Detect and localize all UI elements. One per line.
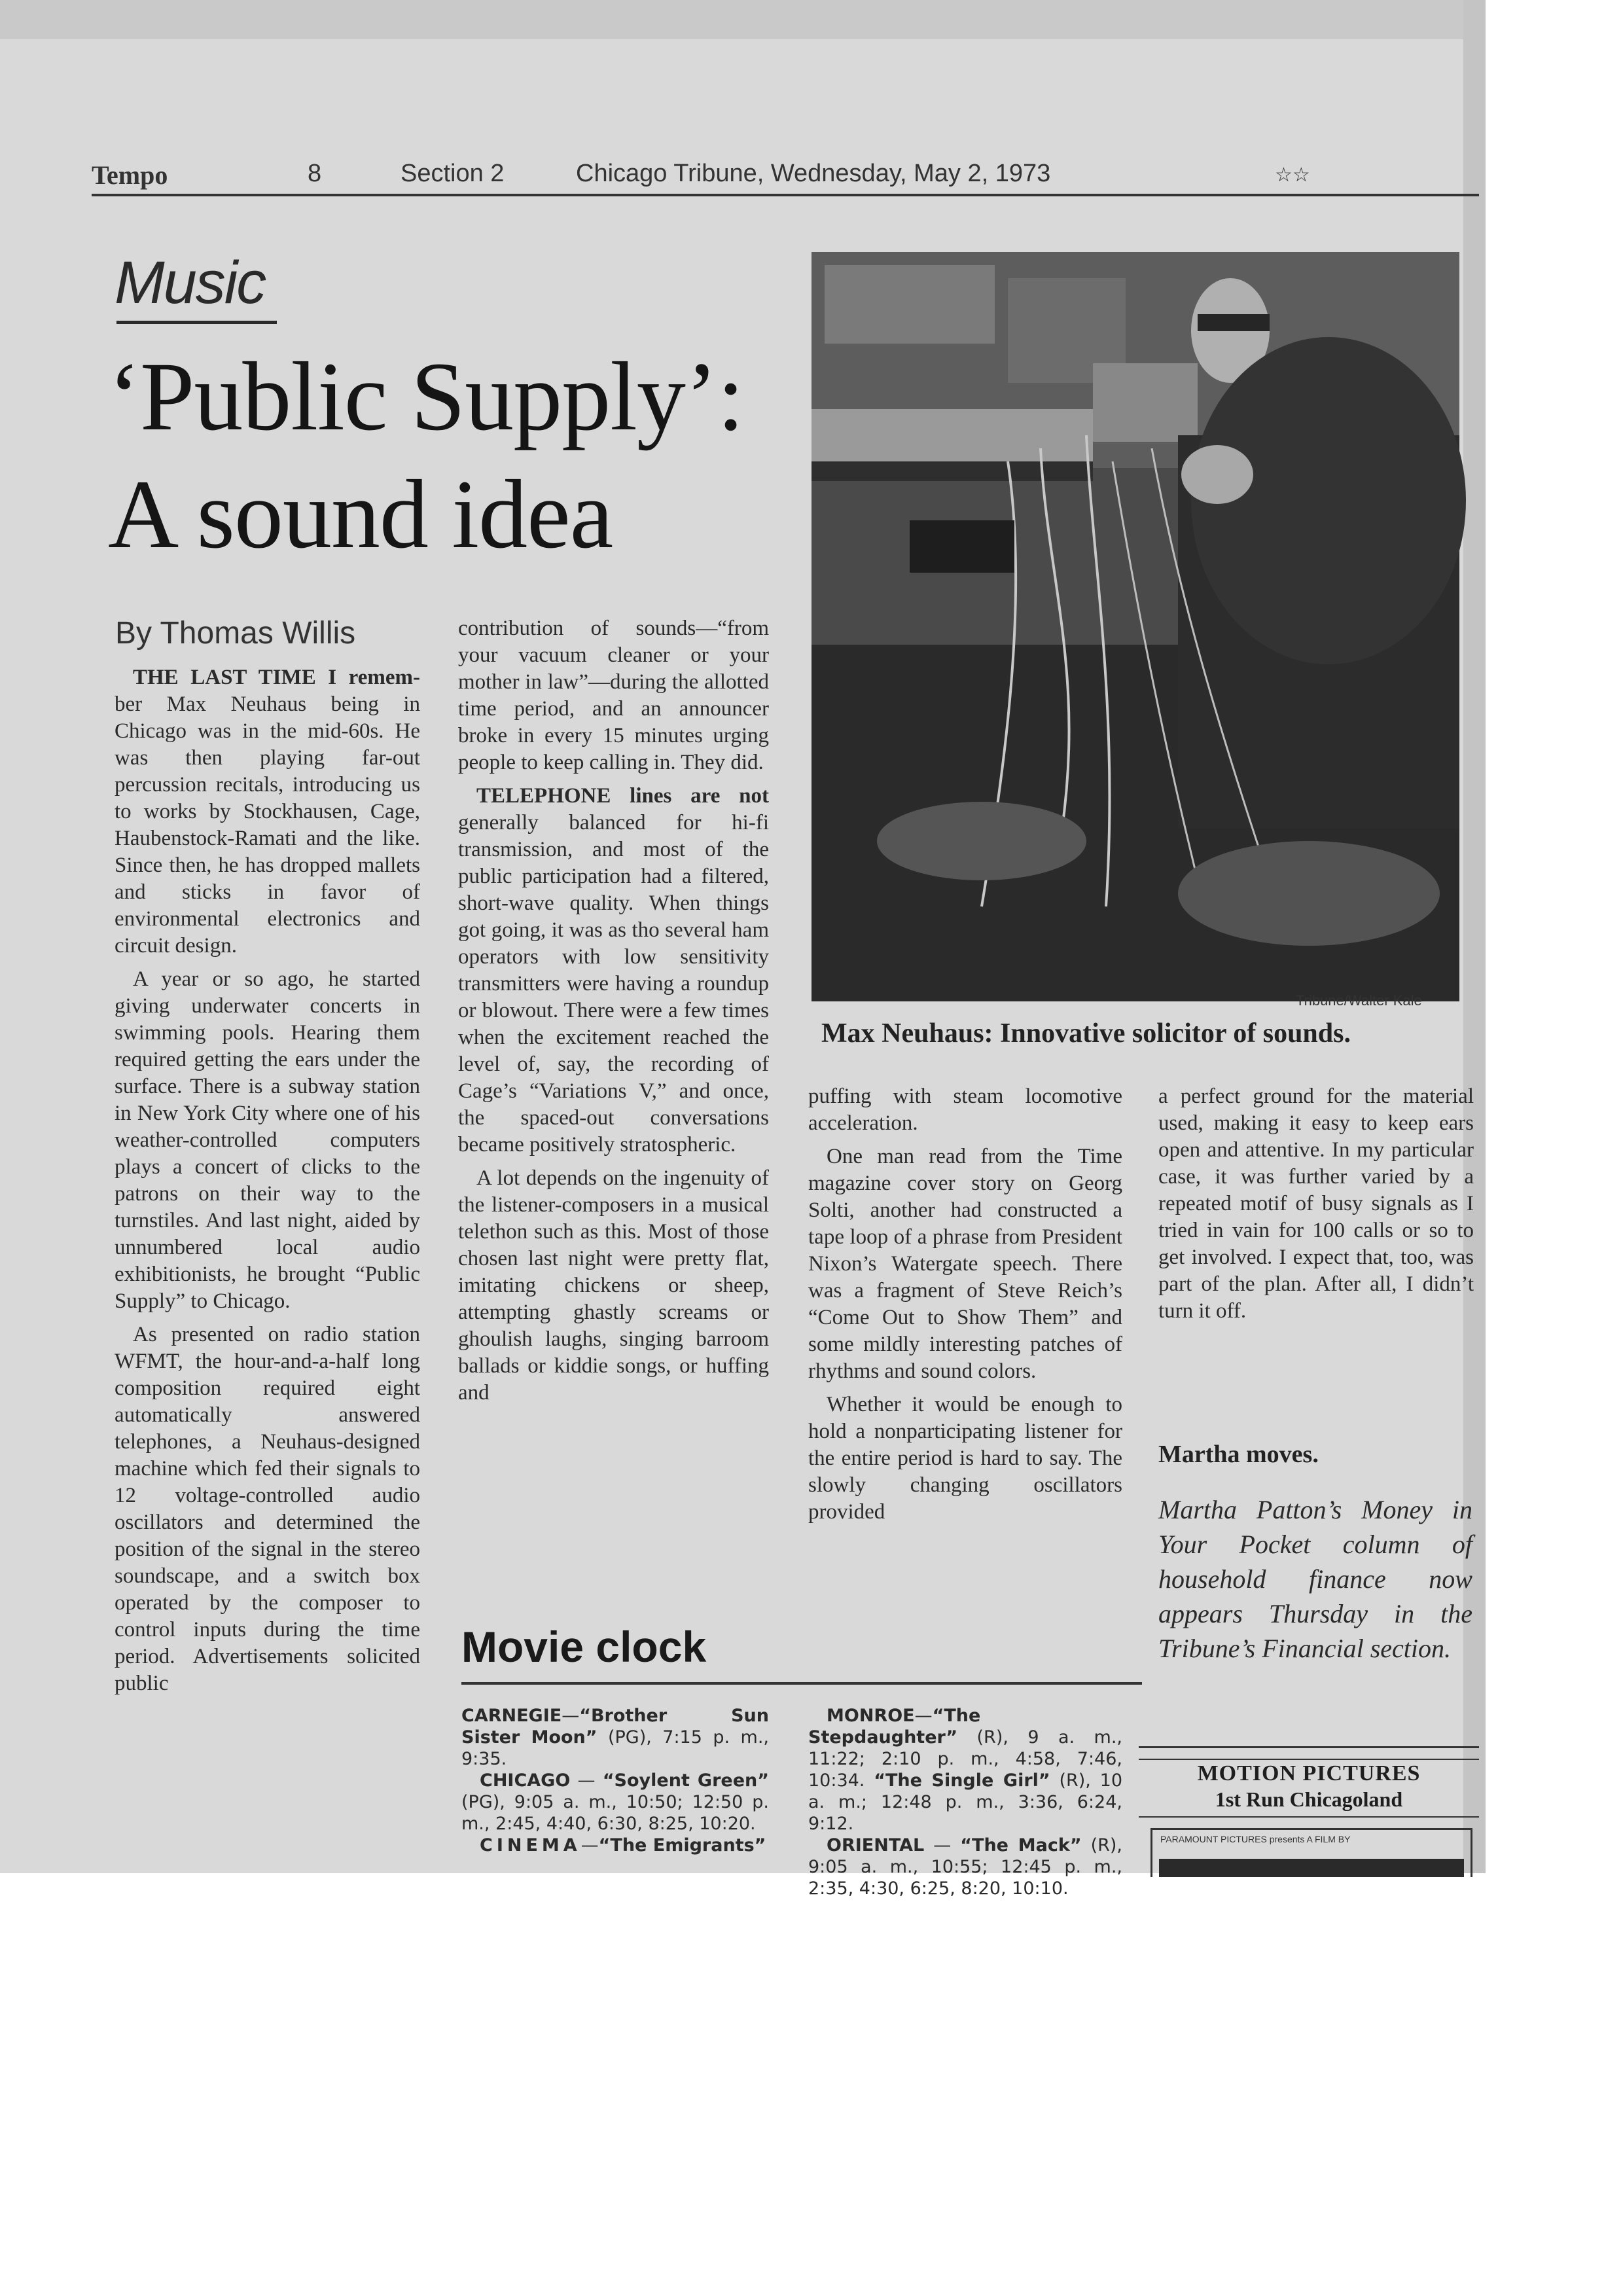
section-heading-underline xyxy=(116,321,277,324)
col1-paragraph-3: As presented on radio station WFMT, the hour-and-a-half long composition required eight automatically answered telephones, a Neuhaus-designed machine which fed their signals to 12 voltage-controlled audio oscillators and determined the position of the signal in the stereo soundscape, and a switch box operated by the composer to control inputs during the time period. Advertisements solicited public xyxy=(115,1323,420,1695)
masthead-page-number: 8 xyxy=(308,160,322,187)
article-column-1 xyxy=(115,664,420,1704)
movie-clock-title: Movie clock xyxy=(461,1623,707,1671)
ad-small-print: PARAMOUNT PICTURES presents A FILM BY xyxy=(1160,1834,1351,1844)
ad-rule-bottom xyxy=(1139,1816,1479,1818)
listing xyxy=(461,1705,769,1770)
showtimes: (R), 9:05 a. m., 10:55; 12:45 p. m., 2:35, 4:30, 6:25, 8:20, 10:10. xyxy=(808,1835,1123,1899)
film-title: “Soylent Green” xyxy=(602,1770,769,1791)
cinema-name: ORIENTAL xyxy=(827,1835,925,1856)
listing xyxy=(808,1705,1122,1835)
cinema-name: CINEMA xyxy=(480,1835,581,1856)
listing-sep: — xyxy=(580,1835,599,1856)
ad-film-title-graphic xyxy=(1159,1859,1464,1877)
article-column-3 xyxy=(808,1083,1122,1532)
film-title: “The Mack” xyxy=(960,1835,1082,1856)
ad-subtitle: 1st Run Chicagoland xyxy=(1215,1787,1403,1811)
cinema-name: CARNEGIE xyxy=(461,1706,562,1726)
ad-rule-top xyxy=(1139,1759,1479,1760)
photo-caption: Max Neuhaus: Innovative solicitor of sounds. xyxy=(821,1018,1351,1049)
masthead-rule xyxy=(92,194,1479,196)
section-heading: Music xyxy=(115,249,266,316)
listing xyxy=(461,1835,769,1856)
photo-credit: Tribune/Walter Kale xyxy=(1296,992,1422,1009)
col1-leadin: THE LAST TIME I remem- xyxy=(133,666,420,689)
showtimes: (PG), 9:05 a. m., 10:50; 12:50 p. m., 2:45, 4:40, 6:30, 8:25, 10:20. xyxy=(461,1792,769,1834)
headline-line-1: ‘Public Supply’: xyxy=(108,342,744,451)
photo-max-neuhaus xyxy=(812,252,1459,1001)
col4-paragraph-1: a perfect ground for the material used, making it easy to keep ears open and attentive. In my particular case, it was further varied by a repeated motif of busy signals as I tried in vain for 100 calls or so to get involved. I expect that, too, was part of the plan. After all, I didn’t turn it off. xyxy=(1158,1085,1474,1323)
ad-film-box xyxy=(1150,1828,1472,1877)
ad-title: MOTION PICTURES xyxy=(1197,1761,1421,1785)
listing xyxy=(808,1835,1122,1899)
listing xyxy=(461,1770,769,1835)
film-title: “The Single Girl” xyxy=(874,1770,1050,1791)
masthead-section-label: Section 2 xyxy=(401,160,505,187)
col2-paragraph-1: contribution of sounds—“from your vacuum cleaner or your mother in law”—during the allotted time period, and an announcer broke in every 15 minutes urging people to keep calling in. They did. xyxy=(458,617,769,774)
article-column-4 xyxy=(1158,1083,1474,1331)
showtimes: (R), 9 a. m., 11:22; 2:10 p. m., 4:58, 7:46, 10:34. xyxy=(808,1727,1122,1791)
sidebar-heading: Martha moves. xyxy=(1158,1441,1319,1468)
listing-sep: — xyxy=(924,1835,961,1856)
headline-line-2: A sound idea xyxy=(108,460,613,569)
sidebar-text: Martha Patton’s Money in Your Pocket column of household finance now appears Thursday in the Tribune’s Financial section. xyxy=(1158,1495,1472,1663)
byline: By Thomas Willis xyxy=(115,616,356,651)
col2-paragraph-3: A lot depends on the ingenuity of the listener-composers in a musical telethon such as this. Most of those chosen last night were pretty flat, imitating chickens or sheep, attempting ghastly screams or ghoulish laughs, singing barroom ballads or kiddie songs, or huffing and xyxy=(458,1166,769,1405)
col1-paragraph-1: ber Max Neuhaus being in Chicago was in the mid-60s. He was then playing far-out percussion recitals, introducing us to works by Stockhausen, Cage, Haubenstock-Ramati and the like. Since then, he has dropped mallets and sticks in favor of environmental electronics and circuit design. xyxy=(115,692,420,958)
col2-paragraph-2: generally balanced for hi-fi transmission, and most of the public participation had a filtered, short-wave quality. When things got going, it was as tho several ham operators with low sensitivity transmitters were having a roundup or blowout. There were a few times when the excitement reached the level of, say, the recording of Cage’s “Variations V,” and once, the spaced-out conversations became positively stratospheric. xyxy=(458,811,769,1157)
masthead-edition-marks: ☆☆ xyxy=(1275,164,1310,186)
listing-sep: — xyxy=(914,1706,933,1726)
col3-paragraph-2: One man read from the Time magazine cover story on Georg Solti, another had constructed a tape loop of a phrase from President Nixon’s Watergate speech. There was a fragment of Steve Reich’s “Come Out to Show Them” and some mildly interesting patches of rhythms and sound colors. xyxy=(808,1145,1122,1383)
col3-paragraph-3: Whether it would be enough to hold a nonparticipating listener for the entire period is hard to say. The slowly changing oscillators provided xyxy=(808,1393,1122,1524)
motion-pictures-ad xyxy=(1139,1746,1479,1875)
showtimes: (PG), 7:15 p. m., 9:35. xyxy=(461,1727,769,1769)
cinema-name: MONROE xyxy=(827,1706,915,1726)
showtimes: (R), 10 a. m.; 12:48 p. m., 3:36, 6:24, 9:12. xyxy=(808,1770,1122,1834)
col1-paragraph-2: A year or so ago, he started giving underwater concerts in swimming pools. Hearing them required getting the ears under the surface. There is a subway station in New York City where one of his weather-controlled computers plays a concert of clicks to the patrons on their way to the turnstiles. And last night, aided by unnumbered local audio exhibitionists, he brought “Public Supply” to Chicago. xyxy=(115,967,420,1313)
article-column-2 xyxy=(458,615,769,1413)
movie-listings-left xyxy=(461,1705,769,1856)
film-title: “The Stepdaughter” xyxy=(808,1706,981,1748)
movie-clock-rule xyxy=(461,1682,1142,1685)
scanner-edge-top xyxy=(0,0,1486,39)
cinema-name: CHICAGO xyxy=(480,1770,571,1791)
movie-listings-right xyxy=(808,1705,1122,1899)
col2-leadin: TELEPHONE lines are not xyxy=(476,784,769,808)
film-title: “The Emigrants” xyxy=(598,1835,766,1856)
film-title: “Brother Sun Sister Moon” xyxy=(461,1706,769,1748)
listing-sep: — xyxy=(562,1706,580,1726)
col3-paragraph-1: puffing with steam locomotive acceleration. xyxy=(808,1085,1122,1135)
listing-sep: — xyxy=(570,1770,603,1791)
masthead-paper-date: Chicago Tribune, Wednesday, May 2, 1973 xyxy=(576,160,1051,187)
masthead-section-name: Tempo xyxy=(92,160,168,190)
